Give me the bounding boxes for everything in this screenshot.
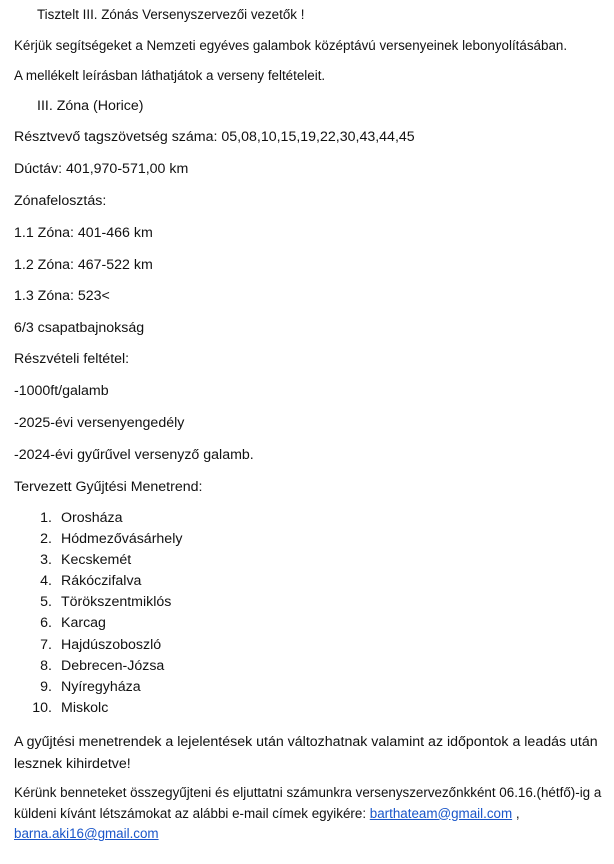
list-number: 2. bbox=[40, 531, 52, 548]
list-item bbox=[14, 698, 109, 719]
greeting: Tisztelt III. Zónás Versenyszervezői vezetők ! bbox=[37, 7, 305, 22]
city-name: Karcag bbox=[61, 615, 106, 632]
list-number: 5. bbox=[40, 594, 52, 611]
conditions-heading: Részvételi feltétel: bbox=[14, 351, 130, 367]
condition-item: -2024-évi gyűrűvel versenyző galamb. bbox=[14, 447, 254, 463]
zone-item: 1.1 Zóna: 401-466 km bbox=[14, 225, 153, 241]
city-name: Törökszentmiklós bbox=[61, 594, 172, 611]
list-item bbox=[14, 635, 162, 656]
list-number: 1. bbox=[40, 510, 52, 526]
list-number: 8. bbox=[40, 657, 52, 674]
list-number: 3. bbox=[40, 552, 52, 569]
list-item bbox=[14, 613, 106, 634]
federations-line: Résztvevő tagszövetség száma: 05,08,10,15,19,22,30,43,44,45 bbox=[14, 129, 415, 145]
city-name: Miskolc bbox=[61, 699, 109, 716]
city-name: Kecskemét bbox=[61, 552, 132, 569]
zone-item: 1.3 Zóna: 523< bbox=[14, 288, 110, 304]
request-paragraph: Kérjük segítségeket a Nemzeti egyéves galambok középtávú versenyeinek lebonyolításában. bbox=[14, 38, 568, 53]
distance-line: Dúctáv: 401,970-571,00 km bbox=[14, 161, 189, 177]
list-item bbox=[14, 592, 172, 613]
list-number: 9. bbox=[40, 678, 52, 695]
city-name: Rákóczifalva bbox=[61, 573, 142, 590]
list-number: 6. bbox=[40, 615, 52, 632]
list-number: 7. bbox=[40, 636, 52, 653]
city-name: Nyíregyháza bbox=[61, 678, 141, 695]
team-line: 6/3 csapatbajnokság bbox=[14, 320, 145, 336]
city-name: Hódmezővásárhely bbox=[61, 531, 183, 548]
condition-item: -1000ft/galamb bbox=[14, 383, 109, 399]
change-note: A gyűjtési menetrendek a lejelentések után változhatnak valamint az időpontok a leadás után lesznek kihirdetve! bbox=[14, 734, 598, 772]
list-item bbox=[14, 656, 165, 677]
email-link-1[interactable]: barthateam@gmail.com bbox=[369, 805, 513, 821]
city-name: Orosháza bbox=[61, 510, 123, 526]
list-item bbox=[14, 529, 183, 550]
city-name: Debrecen-Józsa bbox=[61, 657, 165, 674]
list-item bbox=[14, 571, 142, 592]
zone-item: 1.2 Zóna: 467-522 km bbox=[14, 257, 153, 273]
email-link-2[interactable]: barna.aki16@gmail.com bbox=[14, 826, 159, 841]
city-name: Hajdúszoboszló bbox=[61, 636, 162, 653]
zone-title: III. Zóna (Horice) bbox=[37, 98, 144, 114]
list-number: 4. bbox=[40, 573, 52, 590]
list-number: 10. bbox=[32, 699, 52, 716]
zone-split-heading: Zónafelosztás: bbox=[14, 193, 107, 209]
condition-item: -2025-évi versenyengedély bbox=[14, 415, 185, 431]
attachment-note: A mellékelt leírásban láthatjátok a verseny feltételeit. bbox=[14, 68, 326, 83]
list-item bbox=[14, 550, 132, 571]
list-item bbox=[14, 508, 123, 529]
closing-paragraph bbox=[14, 783, 606, 845]
schedule-heading: Tervezett Gyűjtési Menetrend: bbox=[14, 479, 203, 495]
closing-text: Kérünk benneteket összegyűjteni és eljuttatni számunkra versenyszervezőnkként 06.16.(hétfő)-ig a küldeni kívánt létszámokat az alábbi e-mail címek egyikére: bbox=[14, 785, 602, 821]
email-separator: , bbox=[512, 805, 520, 821]
schedule-list bbox=[14, 508, 183, 719]
list-item bbox=[14, 677, 141, 698]
